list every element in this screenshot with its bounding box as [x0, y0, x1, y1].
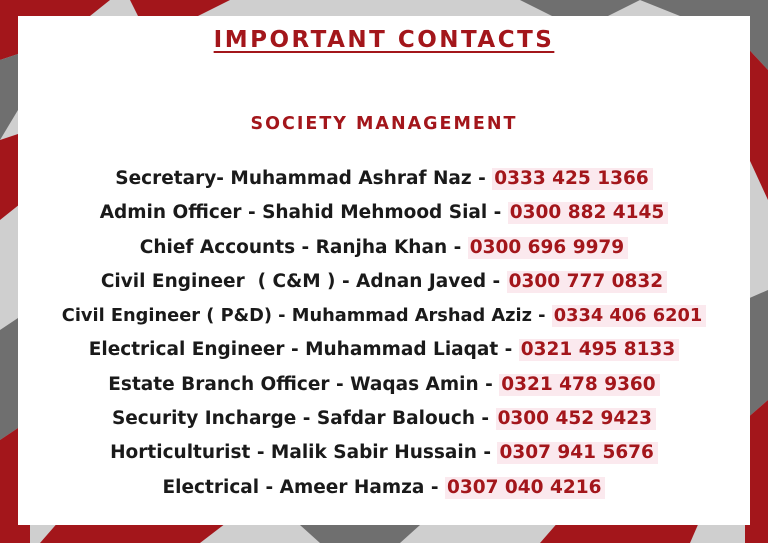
contact-row — [18, 162, 750, 196]
contact-row — [18, 231, 750, 265]
contact-label: Chief Accounts - Ranjha Khan - — [139, 236, 468, 258]
contact-label: Civil Engineer ( P&D) - Muhammad Arshad Aziz - — [61, 305, 552, 327]
contacts-card — [18, 16, 750, 525]
contact-phone: 0334 406 6201 — [552, 305, 706, 327]
contact-phone: 0300 777 0832 — [507, 271, 667, 293]
contact-phone: 0333 425 1366 — [492, 168, 652, 190]
contact-row — [18, 471, 750, 505]
contact-phone: 0321 478 9360 — [499, 374, 659, 396]
contact-label: Horticulturist - Malik Sabir Hussain - — [110, 442, 498, 464]
contact-label: Admin Officer - Shahid Mehmood Sial - — [99, 202, 508, 224]
contact-label: Civil Engineer ( C&M ) - Adnan Javed - — [100, 270, 507, 292]
contact-row — [18, 299, 750, 333]
contact-row — [18, 265, 750, 299]
contact-label: Estate Branch Officer - Waqas Amin - — [108, 373, 500, 395]
contact-label: Secretary- Muhammad Ashraf Naz - — [115, 168, 493, 189]
contact-label: Electrical - Ameer Hamza - — [162, 476, 445, 498]
contact-phone: 0307 040 4216 — [445, 477, 605, 499]
page-title — [18, 26, 750, 54]
contact-phone: 0300 696 9979 — [468, 237, 628, 259]
contact-row — [18, 333, 750, 367]
contact-phone: 0300 882 4145 — [508, 202, 668, 224]
page-title-text: IMPORTANT CONTACTS — [213, 27, 555, 53]
contact-row — [18, 196, 750, 230]
section-title: SOCIETY MANAGEMENT — [250, 114, 518, 134]
contact-label: Electrical Engineer - Muhammad Liaqat - — [88, 339, 519, 361]
contact-row — [18, 368, 750, 402]
contact-phone: 0321 495 8133 — [519, 339, 679, 361]
contact-phone: 0307 941 5676 — [497, 442, 657, 464]
contact-list — [18, 162, 750, 505]
contact-row — [18, 436, 750, 470]
contact-phone: 0300 452 9423 — [496, 408, 656, 430]
contact-label: Security Incharge - Safdar Balouch - — [111, 408, 496, 430]
contact-row — [18, 402, 750, 436]
